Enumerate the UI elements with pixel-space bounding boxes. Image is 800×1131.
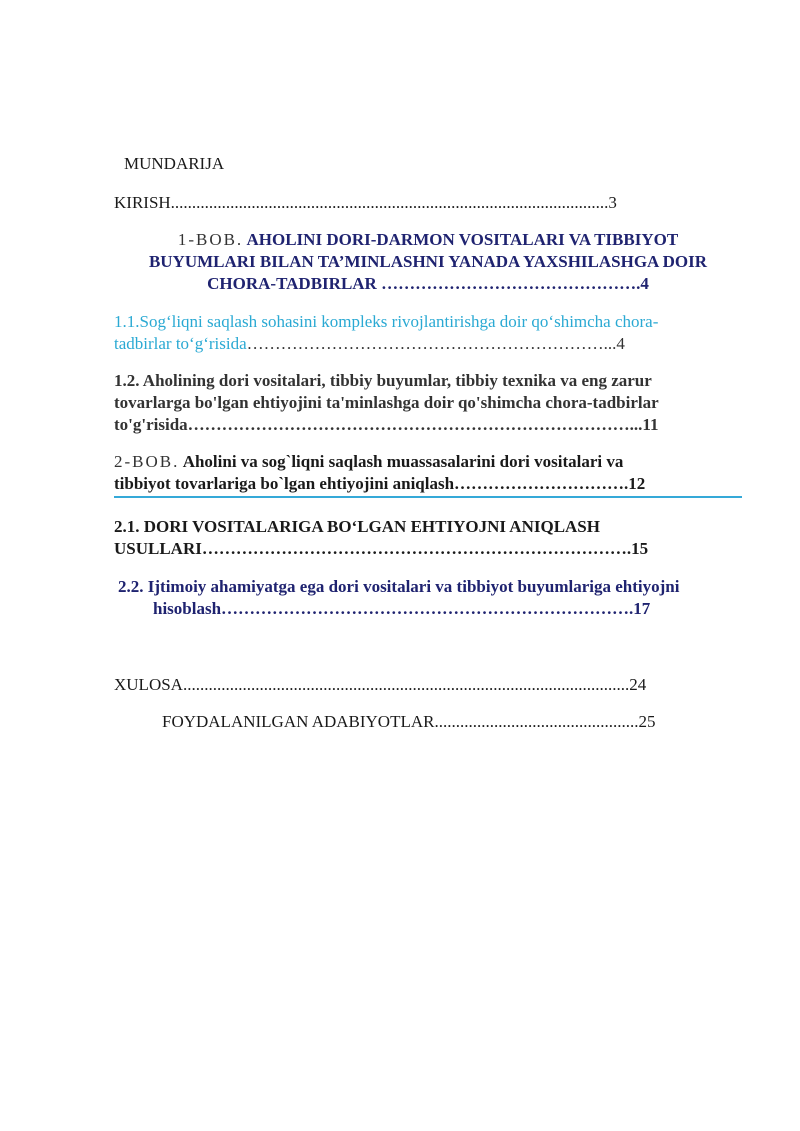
toc-entry-kirish: KIRISH.......................................................................................................3 bbox=[114, 193, 617, 212]
toc-entry-1-2-line2: tovarlarga bo'lgan ehtiyojini ta'minlashga doir qo'shimcha chora-tadbirlar bbox=[114, 393, 659, 412]
toc-bob1-title-1: AHOLINI DORI-DARMON VOSITALARI VA TIBBIYOT bbox=[246, 230, 679, 249]
toc-entry-2-1-line2: USULLARI………………………………………………………………….15 bbox=[114, 539, 649, 558]
toc-entry-1-1-line2 bbox=[114, 333, 625, 355]
toc-entry-bob1-line1 bbox=[110, 229, 746, 251]
toc-entry-bob2-line1 bbox=[114, 451, 623, 473]
section-divider bbox=[114, 496, 742, 498]
toc-entry-2-1-line1: 2.1. DORI VOSITALARIGA BO‘LGAN EHTIYOJNI ANIQLASH bbox=[114, 517, 600, 536]
toc-bob2-title-1: Aholini va sog`liqni saqlash muassasalarini dori vositalari va bbox=[182, 452, 624, 471]
toc-1-1-leader: ………………………………………………………...4 bbox=[246, 334, 625, 353]
toc-entry-1-2-line3: to'g'risida……………………………………………………………………...11 bbox=[114, 415, 659, 434]
toc-bob2-prefix: 2-BOB. bbox=[114, 452, 180, 471]
toc-entry-bob1-line2: BUYUMLARI BILAN TA’MINLASHNI YANADA YAXSHILASHGA DOIR bbox=[148, 252, 708, 271]
toc-bob1-prefix: 1-BOB. bbox=[177, 230, 244, 249]
toc-entry-1-1-line1: 1.1.Sog‘liqni saqlash sohasini kompleks rivojlantirishga doir qo‘shimcha chora- bbox=[114, 312, 659, 331]
toc-entry-1-2-line1: 1.2. Aholining dori vositalari, tibbiy buyumlar, tibbiy texnika va eng zarur bbox=[114, 371, 652, 390]
toc-entry-adabiyotlar: FOYDALANILGAN ADABIYOTLAR................................................25 bbox=[162, 712, 656, 731]
toc-1-1-title-end: tadbirlar to‘g‘risida bbox=[114, 334, 247, 353]
toc-entry-xulosa: XULOSA.........................................................................................................24 bbox=[114, 675, 647, 694]
toc-entry-2-2-line1: 2.2. Ijtimoiy ahamiyatga ega dori vositalari va tibbiyot buyumlariga ehtiyojni bbox=[118, 577, 680, 596]
toc-title: MUNDARIJA bbox=[124, 154, 225, 173]
toc-entry-2-2-line2: hisoblash……………………………………………………………….17 bbox=[153, 599, 651, 618]
toc-entry-bob1-line3: CHORA-TADBIRLAR ……………………………………….4 bbox=[207, 274, 649, 293]
toc-entry-bob2-line2: tibbiyot tovarlariga bo`lgan ehtiyojini aniqlash………………………….12 bbox=[114, 474, 646, 493]
